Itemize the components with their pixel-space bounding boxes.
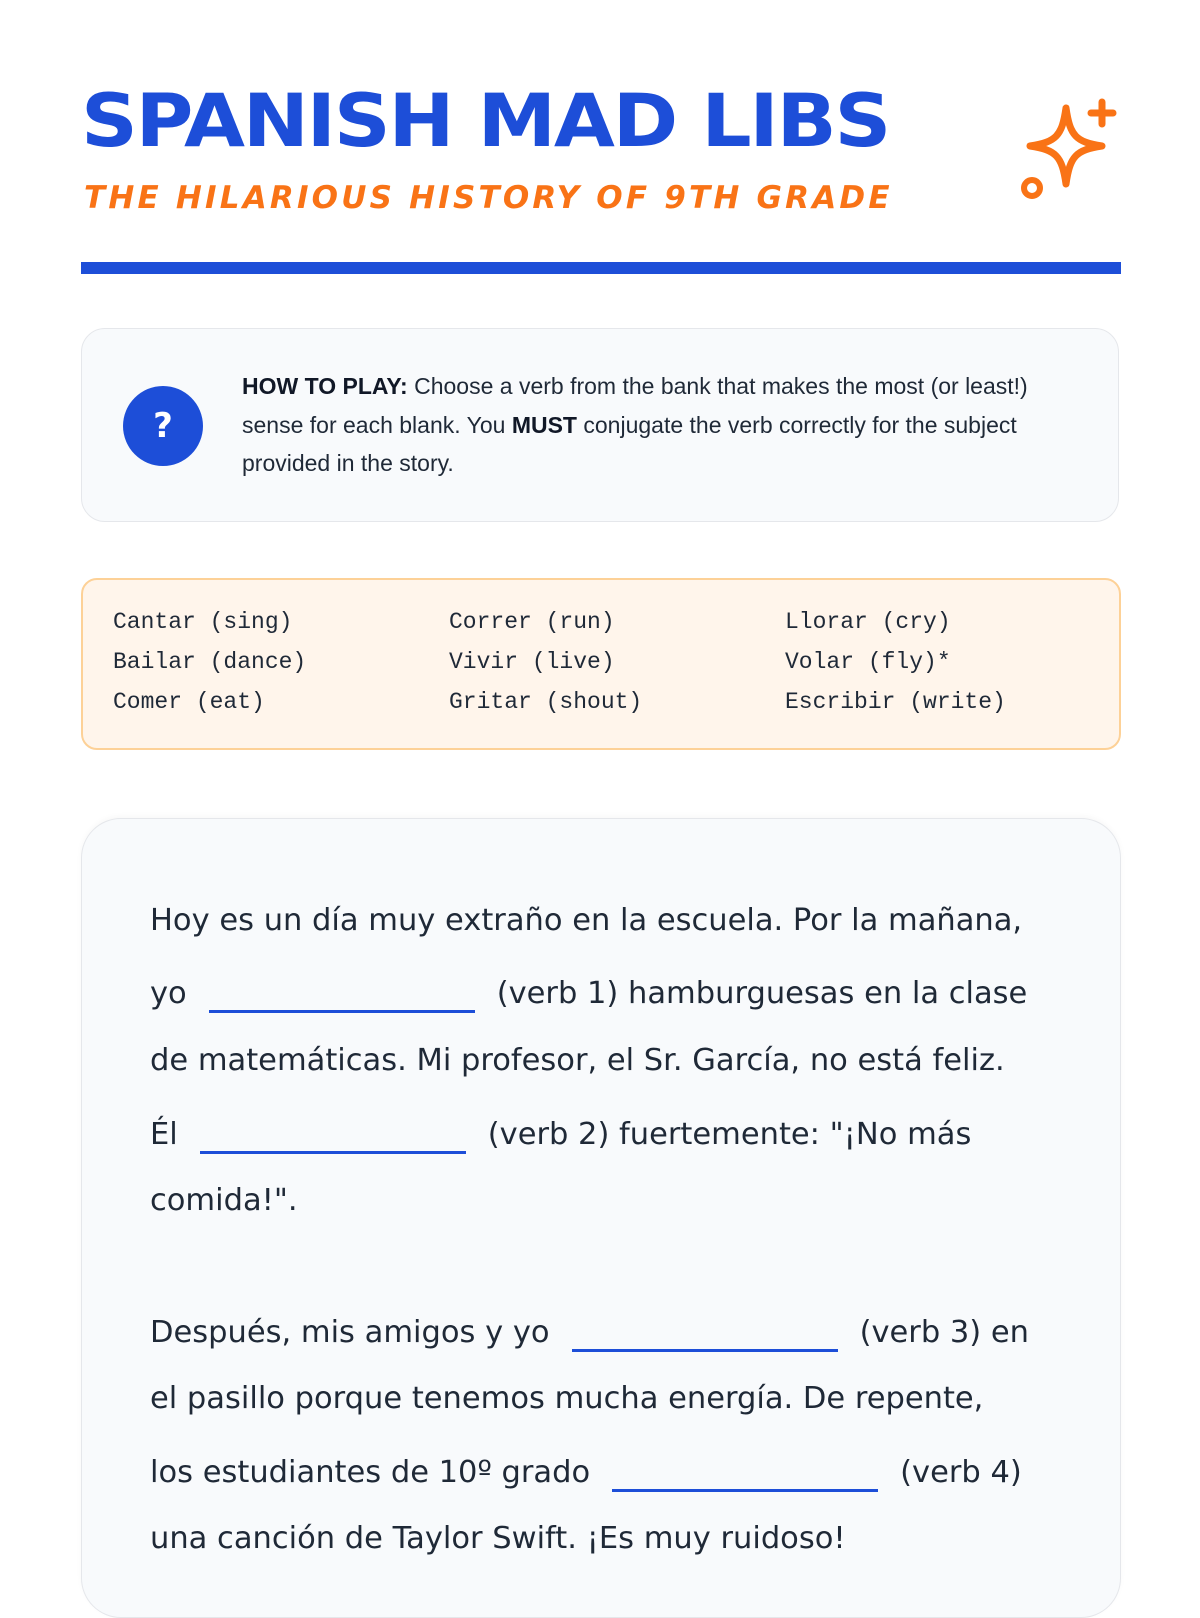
story-text: Después, mis amigos y yo: [150, 1315, 550, 1350]
story-text: Hoy es un día muy extraño en la escuela. Por la mañana,: [150, 903, 1023, 938]
story-line: [150, 1519, 846, 1559]
verb-bank-item: Escribir (write): [785, 689, 1006, 715]
page-subtitle: THE HILARIOUS HISTORY OF 9TH GRADE: [84, 180, 893, 216]
story-text: yo: [150, 976, 187, 1011]
verb-bank-grid: [113, 602, 1113, 722]
verb-bank-item: Cantar (sing): [113, 609, 293, 635]
story-text: los estudiantes de 10º grado: [150, 1455, 591, 1490]
story-line: [150, 1453, 1022, 1493]
verb-bank-item: Bailar (dance): [113, 649, 307, 675]
story-line: [150, 1379, 983, 1419]
story-text: el pasillo porque tenemos mucha energía. De repente,: [150, 1381, 984, 1416]
blank-verb-4[interactable]: [612, 1489, 878, 1492]
how-to-play-text-part1: Choose a verb from the bank that makes the most (or least!) sense for each blank. You: [242, 373, 1028, 438]
story-text: (verb 2) fuertemente: "¡No más: [487, 1117, 972, 1152]
verb-bank-item: Llorar (cry): [785, 609, 951, 635]
how-to-play-heading: HOW TO PLAY:: [242, 373, 408, 399]
story-text: de matemáticas. Mi profesor, el Sr. García, no está feliz.: [150, 1043, 1005, 1078]
question-mark-icon: ?: [123, 386, 203, 466]
story-line: [150, 901, 1022, 941]
page-title: SPANISH MAD LIBS: [81, 79, 890, 164]
story-line: [150, 1041, 1005, 1081]
worksheet-page: [81, 0, 1121, 1556]
how-to-play-box: [81, 328, 1119, 522]
verb-bank: [81, 578, 1121, 750]
blank-verb-1[interactable]: [209, 1010, 475, 1013]
header: [81, 0, 1121, 276]
story-text: (verb 4): [900, 1455, 1022, 1490]
story-text: comida!".: [150, 1183, 298, 1218]
verb-bank-item: Gritar (shout): [449, 689, 643, 715]
verb-bank-item: Vivir (live): [449, 649, 615, 675]
story-text: una canción de Taylor Swift. ¡Es muy ruidoso!: [150, 1521, 846, 1556]
story-text: (verb 1) hamburguesas en la clase: [496, 976, 1028, 1011]
blank-verb-2[interactable]: [200, 1151, 466, 1154]
story-line: [150, 974, 1027, 1014]
story-card: [81, 818, 1121, 1618]
blank-verb-3[interactable]: [572, 1349, 838, 1352]
story-line: [150, 1313, 1029, 1353]
story-text: Él: [150, 1117, 178, 1152]
verb-bank-item: Correr (run): [449, 609, 615, 635]
header-divider: [81, 262, 1121, 274]
how-to-play-text-part2: conjugate the verb correctly for the subject provided in the story.: [242, 411, 1017, 476]
verb-bank-item: Volar (fly)*: [785, 649, 951, 675]
story-line: [150, 1181, 298, 1221]
verb-bank-item: Comer (eat): [113, 689, 265, 715]
how-to-play-emphasis: MUST: [511, 411, 577, 438]
sparkle-icon: [1016, 96, 1126, 206]
story-line: [150, 1115, 971, 1155]
story-text: (verb 3) en: [859, 1315, 1029, 1350]
how-to-play-text: [242, 367, 1087, 483]
